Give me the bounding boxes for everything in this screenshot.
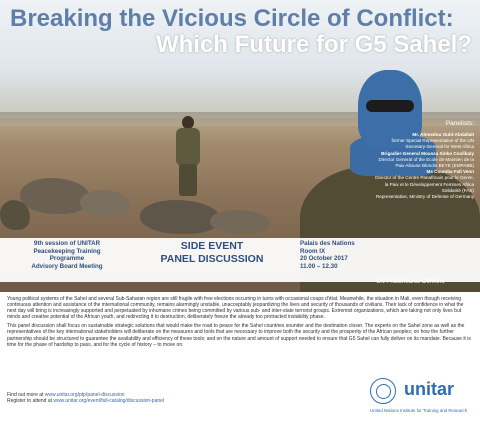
panelist-line: Secretary-General for West Africa [405, 144, 474, 150]
venue-line: Palais des Nations [300, 240, 355, 247]
panelist-line: former Special Representative of the UN [391, 138, 474, 144]
panelist-line: Paix Alioune Blondin BEYE (EMPABB) [395, 163, 474, 169]
venue-line: 20 October 2017 [300, 255, 348, 263]
event-type [140, 240, 284, 266]
meeting-info-line: Programme [49, 255, 85, 263]
soldier-figure [170, 116, 206, 196]
find-more-label: Find out more at [7, 392, 44, 398]
venue-info [300, 240, 410, 270]
panelist-line: Representative, Ministry of Defense of Germany [375, 194, 474, 200]
venue-line: Room IX [300, 247, 326, 255]
rock [20, 178, 90, 214]
panelist-line: Director General of the Ecole de Maintien de la [378, 156, 474, 162]
panelist-line: Mr. Ahmedou Ould-Abdallah [412, 132, 474, 137]
description [7, 296, 473, 351]
event-type-line: SIDE EVENT [180, 240, 244, 252]
register-label: Register to attend at [7, 398, 53, 405]
panelist-line: Director of the Centre Panafricain pour le Genre, [375, 175, 474, 181]
panelist-line: Solidarité (FAS) [441, 187, 474, 193]
un-emblem-icon [370, 378, 396, 404]
venue-line: 11.00 – 12.30 [300, 262, 338, 270]
more-info [7, 392, 297, 404]
meeting-info-line: Advisory Board Meeting [31, 262, 103, 270]
unitar-logo [370, 378, 474, 416]
rock [210, 210, 270, 234]
panelists-heading: Panelists: [445, 120, 474, 127]
panelist-line: la Paix et le Développement Femmes Africa [384, 181, 474, 187]
panelist-line: Ms Coumba Fall Venn [426, 169, 474, 175]
panelist-line: Brigadier-General Moussa Sinko Coulibaly [381, 150, 474, 156]
title-line-1: Breaking the Vicious Circle of Conflict: [10, 5, 454, 32]
register-line [7, 398, 297, 404]
photo-credit: UN Photo/Marco Dormino [376, 279, 445, 285]
meeting-info-line: 9th session of UNITAR [33, 240, 101, 247]
panelists-list [308, 120, 474, 200]
logo-subtitle: United Nations Institute for Training and Research [370, 408, 468, 413]
meeting-info-line: Peacekeeping Training [33, 247, 101, 255]
page-title [10, 6, 472, 58]
rock [0, 200, 30, 230]
register-link[interactable]: www.unitar.org/event/full-catalog/discussion-panel [53, 398, 165, 405]
event-type-line: PANEL DISCUSSION [160, 253, 264, 265]
rock [80, 190, 130, 216]
description-paragraph: Young political systems of the Sahel and several Sub-Saharan region are still fragile with free elections occurring in turns with occasional coups d'état. Meanwhile, the situation in Mali, even though receiving continuous attention and assistance of the international community, remains alarmingly unstable, unacceptably jeopardizing the lives and security of thousands of civilians. Their lack of confidence in what the next day will bring is increasingly supported and perpetuated by inhumane crimes being committed by various sub- and inter-state terrorist groups. Extremist organizations, which are taking not only lives but minds and creative potential of the African youth, and redirecting it to destruction, deliberately freeze the already too protracted instability phase. [7, 296, 464, 321]
logo-wordmark: unitar [404, 379, 455, 399]
meeting-info [8, 240, 126, 270]
description-paragraph: This panel discussion shall focus on sustainable strategic solutions that would make the road to peace for the Sahel countries sounder and the destination closer. The experts on the Sahel zone as well as the representatives of the key international stakeholders will deliberate on the measures and tools that are necessary to improve both the security and the prosperity of the African peoples; on how the further partnership should be structured to guarantee the availability and efficiency of these tools; and on the nature and amount of support needed to ensure that G5 Sahel can fully deliver on its mandate. Because it is time for the phase of hardship to pass, and for the cycle of history – to move on. [7, 323, 471, 348]
panel-discussion-link[interactable]: www.unitar.org/ptp/panel-discussion [44, 392, 125, 398]
rock [140, 200, 220, 234]
title-line-2: Which Future for G5 Sahel? [155, 31, 472, 58]
